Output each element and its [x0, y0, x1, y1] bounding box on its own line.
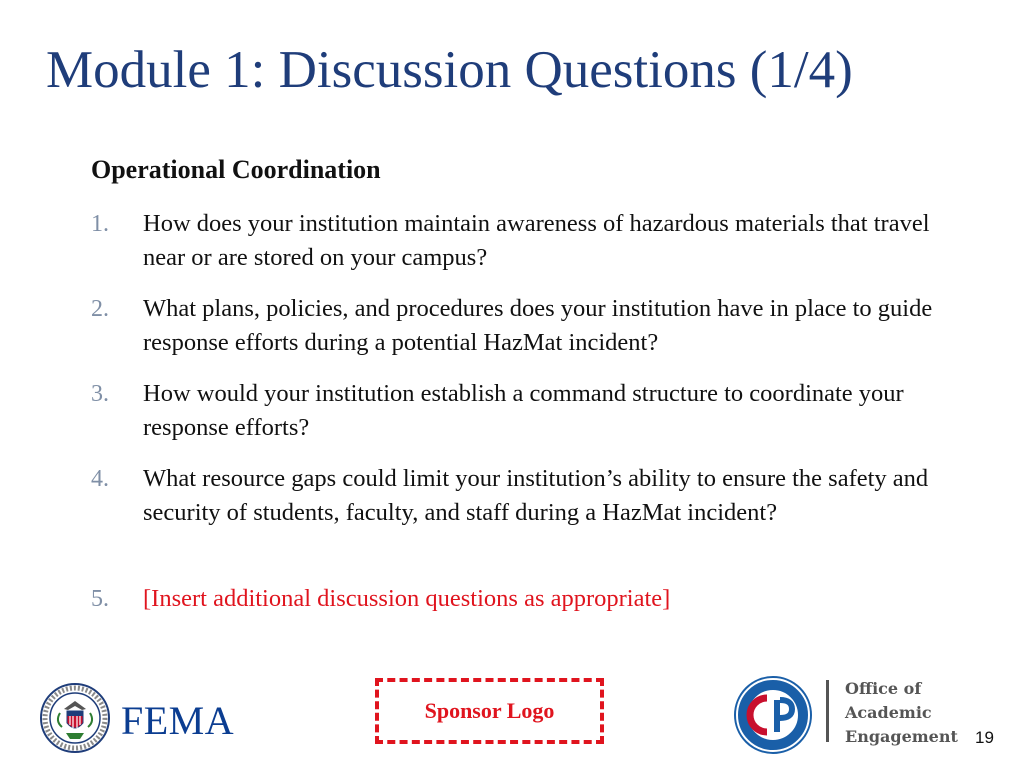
list-item-text-placeholder: [Insert additional discussion questions as appropriate]	[143, 585, 671, 612]
slide-title: Module 1: Discussion Questions (1/4)	[46, 41, 853, 99]
dhs-seal-icon	[40, 683, 110, 753]
sponsor-logo-label: Sponsor Logo	[424, 698, 555, 723]
office-line-1: Office of	[845, 679, 922, 698]
fema-wordmark: FEMA	[121, 698, 235, 743]
office-line-2: Academic	[845, 703, 932, 722]
sponsor-logo-placeholder	[375, 678, 604, 744]
list-item-number: 1.	[91, 211, 109, 237]
logo-divider	[826, 680, 829, 742]
office-of-academic-engagement-logo	[845, 677, 958, 749]
list-item-text: How does your institution maintain awareness of hazardous materials that travel near or are stored on your campus?	[143, 210, 930, 271]
list-item-text: How would your institution establish a command structure to coordinate your response efforts?	[143, 380, 904, 441]
list-item-number: 3.	[91, 381, 109, 407]
list-item-number: 5.	[91, 586, 109, 612]
list-item-number: 4.	[91, 466, 109, 492]
page-number: 19	[975, 728, 994, 747]
list-item-number: 2.	[91, 296, 109, 322]
campus-resilience-program-logo-icon	[734, 676, 812, 754]
section-heading: Operational Coordination	[91, 155, 381, 184]
list-item-text: What plans, policies, and procedures does your institution have in place to guide response efforts during a potential HazMat incident?	[143, 295, 933, 356]
office-line-3: Engagement	[845, 727, 958, 746]
list-item-text: What resource gaps could limit your institution’s ability to ensure the safety and security of students, faculty, and staff during a HazMat incident?	[143, 465, 929, 526]
